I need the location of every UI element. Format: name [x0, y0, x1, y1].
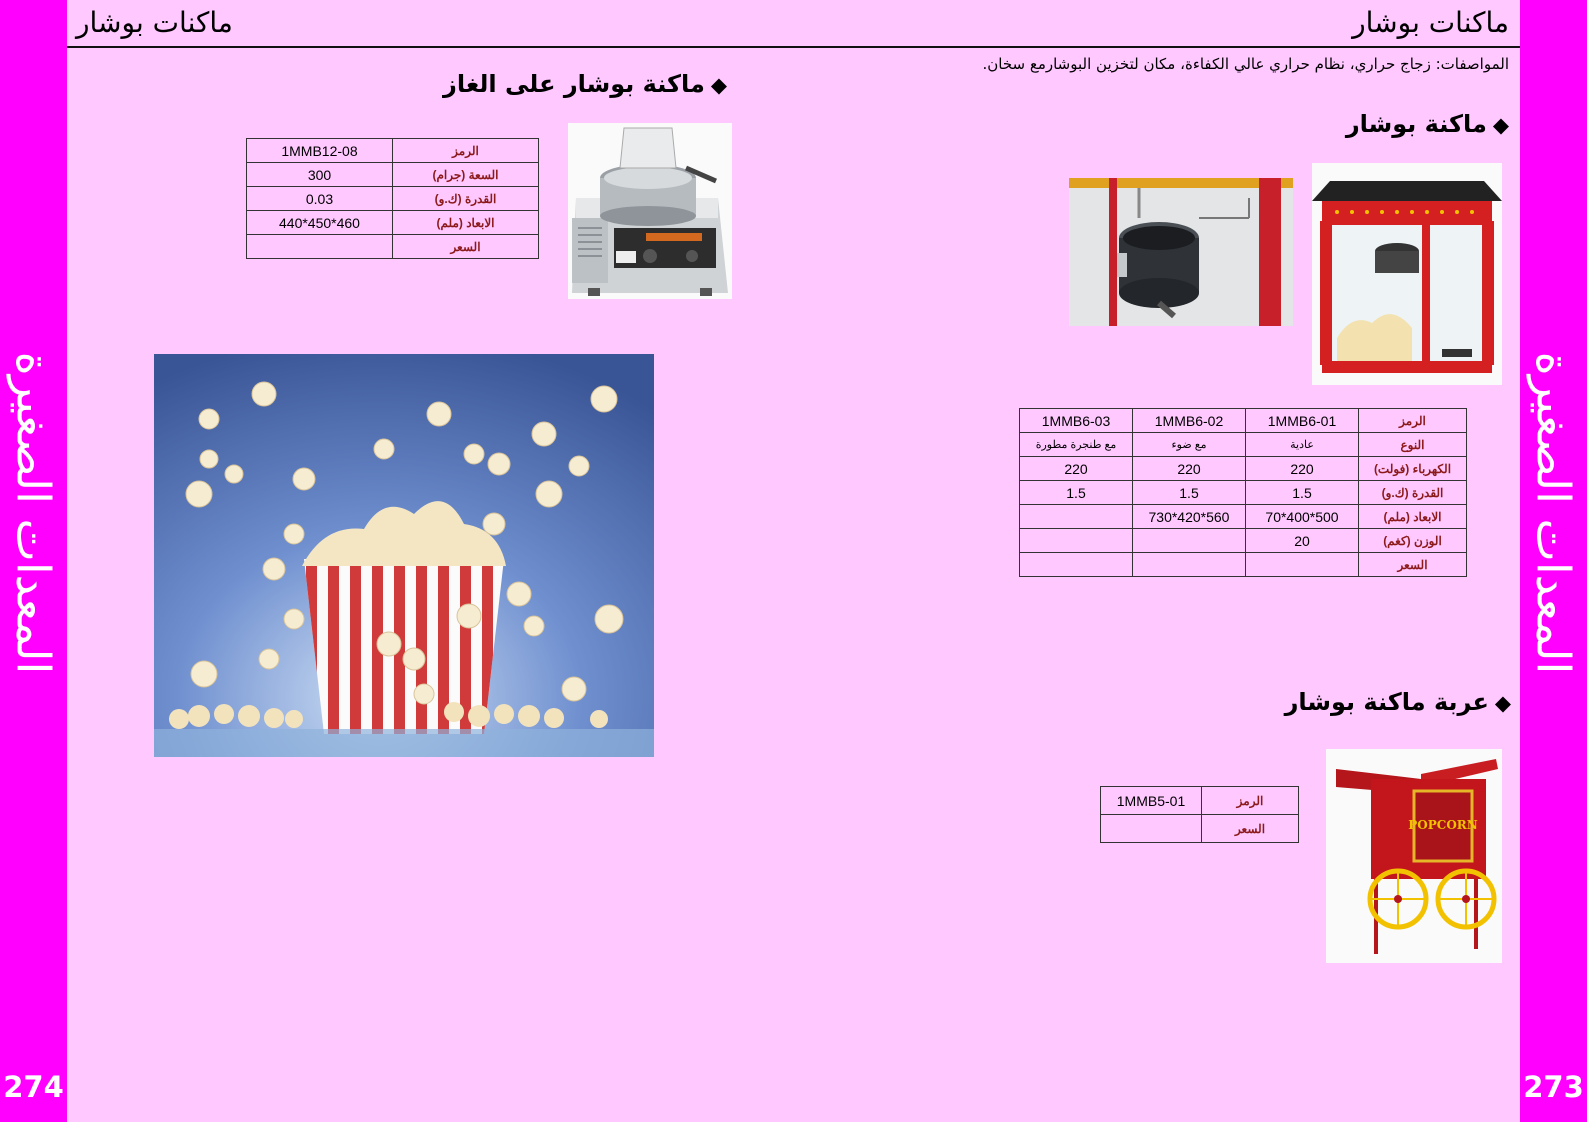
table-row: 1MMB5-01 الرمز — [1101, 787, 1299, 815]
table-row: 1MMB12-08 الرمز — [247, 139, 539, 163]
gas-machine-title: ◆ماكنة بوشار على الغاز — [443, 70, 727, 98]
right-sidebar-band — [1520, 0, 1587, 1122]
left-page-title: ماكنات بوشار — [76, 6, 233, 39]
table-row: 220 220 220 الكهرباء (فولت) — [1020, 457, 1467, 481]
table-row: السعر — [1101, 815, 1299, 843]
popcorn-machine-spec-table — [1019, 408, 1467, 577]
table-row: مع طنجرة مطورة مع ضوء عادية النوع — [1020, 433, 1467, 457]
gas-popcorn-machine-image — [568, 123, 732, 299]
table-row: 300 السعة (جرام) — [247, 163, 539, 187]
table-row: 730*420*560 70*400*500 الابعاد (ملم) — [1020, 505, 1467, 529]
left-sidebar-band — [0, 0, 67, 1122]
specifications-text: المواصفات: زجاج حراري، نظام حراري عالي الكفاءة، مكان لتخزين البوشارمع سخان. — [982, 55, 1509, 73]
left-page-number: 274 — [3, 1070, 64, 1104]
diamond-bullet-icon: ◆ — [1494, 691, 1511, 715]
gas-machine-spec-table — [246, 138, 539, 259]
table-row: السعر — [247, 235, 539, 259]
table-row: 1.5 1.5 1.5 القدرة (ك.و) — [1020, 481, 1467, 505]
popcorn-kettle-closeup-image — [1069, 178, 1293, 326]
popcorn-cart-image — [1326, 749, 1502, 963]
table-row: السعر — [1020, 553, 1467, 577]
diamond-bullet-icon: ◆ — [1492, 113, 1509, 137]
popcorn-cart-title: ◆عربة ماكنة بوشار — [1284, 688, 1511, 716]
table-row: 440*450*460 الابعاد (ملم) — [247, 211, 539, 235]
table-row: 1MMB6-03 1MMB6-02 1MMB6-01 الرمز — [1020, 409, 1467, 433]
table-row: 20 الوزن (كغم) — [1020, 529, 1467, 553]
cart-sign-text: POPCORN — [1408, 818, 1478, 832]
right-page-number: 273 — [1523, 1070, 1584, 1104]
diamond-bullet-icon: ◆ — [710, 73, 727, 97]
popcorn-cart-spec-table — [1100, 786, 1299, 843]
popcorn-machine-title: ◆ماكنة بوشار — [1345, 110, 1509, 138]
left-sidebar-title: المعدات الصغيرة — [6, 351, 61, 675]
right-sidebar-title: المعدات الصغيرة — [1526, 351, 1581, 675]
popcorn-bucket-photo — [154, 354, 654, 757]
right-page-title: ماكنات بوشار — [1352, 6, 1509, 39]
popcorn-machine-image — [1312, 163, 1502, 385]
table-row: 0.03 القدرة (ك.و) — [247, 187, 539, 211]
header-divider — [67, 46, 1520, 48]
